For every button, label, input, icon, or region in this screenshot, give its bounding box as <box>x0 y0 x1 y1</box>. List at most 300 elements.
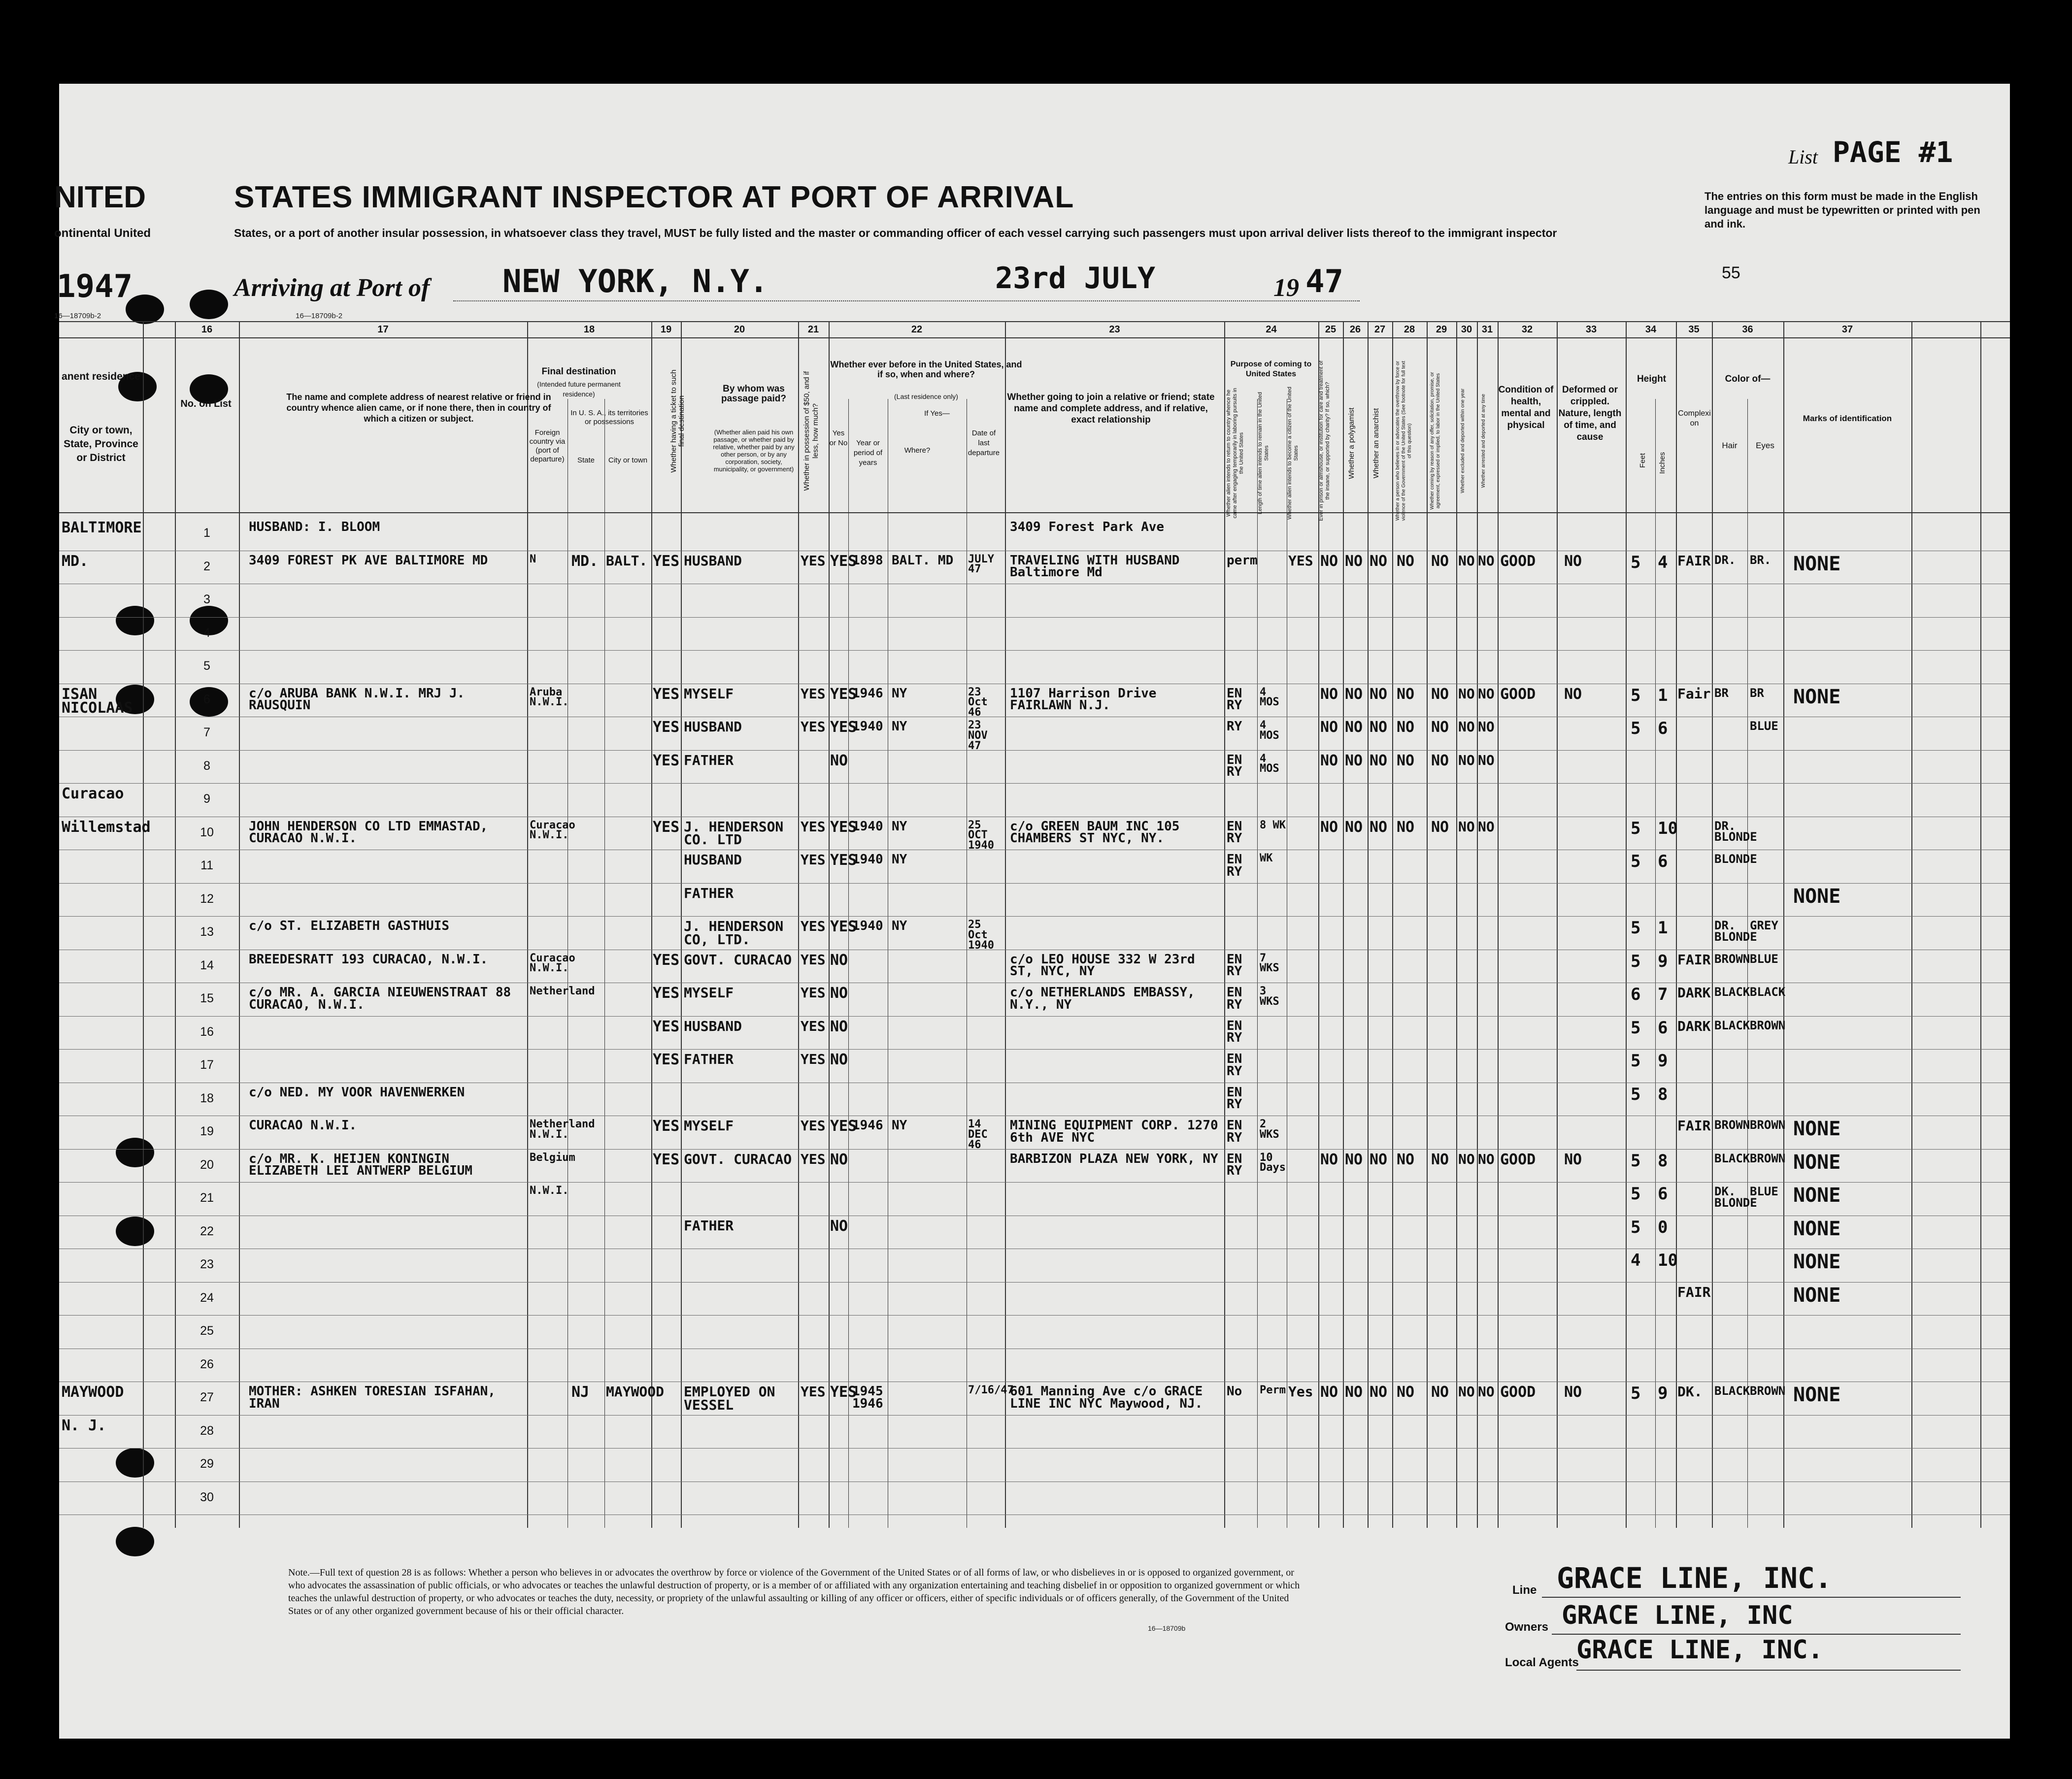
cell-c37: NONE <box>1793 1217 1841 1240</box>
cell-c19: YES <box>653 752 680 769</box>
cell-c23: c/o LEO HOUSE 332 W 23rd ST, NYC, NY <box>1010 952 1195 979</box>
cell-c18a: Netherland <box>530 985 595 997</box>
header-33: Deformed or crippled. Nature, length of time, and cause <box>1558 385 1622 442</box>
row-rule <box>59 916 2010 917</box>
row-number: 22 <box>200 1224 214 1238</box>
cell-hair: BLACK <box>1714 1151 1750 1165</box>
cell-ft: 5 <box>1631 1084 1641 1104</box>
cell-c25: NO <box>1320 752 1338 769</box>
cell-c24: EN RY <box>1227 852 1242 879</box>
header-36: Color of— <box>1725 374 1771 384</box>
cell-c24: EN RY <box>1227 686 1242 713</box>
cell-c35: DK. <box>1677 1384 1703 1400</box>
header-22-sub: (Last residence only) <box>894 393 958 400</box>
left-subtitle-fragment: ontinental United <box>54 227 151 240</box>
cell-eyes: BLUE <box>1750 1185 1778 1198</box>
header-18-sub: (Intended future permanent residence) <box>537 380 621 398</box>
cell-c19: YES <box>653 985 680 1002</box>
cell-c24: EN RY <box>1227 819 1242 846</box>
cell-c20: MYSELF <box>684 1118 734 1134</box>
cell-ft: 5 <box>1631 1217 1641 1237</box>
cell-c24c: Yes <box>1288 1384 1313 1400</box>
cell-c20: J. HENDERSON CO. LTD <box>684 818 784 848</box>
column-rule <box>1498 321 1499 1528</box>
row-number: 16 <box>200 1024 214 1039</box>
column-rule <box>1005 321 1006 1528</box>
cell-c20: EMPLOYED ON VESSEL <box>684 1384 775 1413</box>
row-rule <box>59 1415 2010 1416</box>
cell-c32: GOOD <box>1500 552 1536 570</box>
cell-c24c: YES <box>1288 552 1313 569</box>
column-rule <box>1392 321 1393 1528</box>
column-rule <box>1224 321 1225 1528</box>
column-number-17: 17 <box>377 324 389 335</box>
header-34b: Inches <box>1658 452 1667 474</box>
cell-eyes: BROWN <box>1750 1118 1786 1132</box>
header-18b-state: State <box>577 456 595 464</box>
cell-c26: NO <box>1345 552 1363 570</box>
cell-c21: YES <box>801 985 826 1001</box>
cell-c17: c/o MR. A. GARCIA NIEUWENSTRAAT 88 CURACAO, N.W.I. <box>249 985 511 1012</box>
header-18b-city: City or town <box>608 456 648 464</box>
cell-c22date: 25 OCT 1940 <box>968 819 994 852</box>
cell-c20: MYSELF <box>684 685 734 702</box>
header-24a: Whether alien intends to return to country whence he came after engaging temporarily in laboring pursuits in the United States <box>1226 388 1244 519</box>
column-rule <box>1655 399 1656 1528</box>
cell-c20: HUSBAND <box>684 552 742 569</box>
cell-c17: c/o NED. MY VOOR HAVENWERKEN <box>249 1085 465 1100</box>
header-36a: Hair <box>1722 441 1738 450</box>
punch-hole <box>116 606 154 635</box>
header-26: Whether a polygamist <box>1347 407 1356 479</box>
row-number: 5 <box>203 659 210 673</box>
cell-c17: BREEDESRATT 193 CURACAO, N.W.I. <box>249 952 488 967</box>
cell-hair: BLACK <box>1714 985 1750 999</box>
cell-c22yr: 1945 1946 <box>852 1384 883 1411</box>
cell-c18a: Netherland N.W.I. <box>530 1118 595 1141</box>
cell-c22date: 23 Oct 46 <box>968 686 988 719</box>
cell-eyes: BLUE <box>1750 952 1778 966</box>
cell-c20: HUSBAND <box>684 719 742 735</box>
cell-ft: 5 <box>1631 918 1641 938</box>
row-number: 23 <box>200 1257 214 1271</box>
line-label: Line <box>1512 1583 1537 1597</box>
cell-c18a: N <box>530 553 536 565</box>
agents-value: GRACE LINE, INC. <box>1576 1635 1823 1665</box>
cell-ft: 6 <box>1631 985 1641 1004</box>
column-number-18: 18 <box>583 324 595 335</box>
cell-c22a: YES <box>830 1118 857 1135</box>
header-20-sub: (Whether alien paid his own passage, or whether paid by relative, whether paid by any other person, or by any corporation, society, municipality, or government) <box>713 428 795 473</box>
cell-c27: NO <box>1370 719 1388 736</box>
cell-ft: 5 <box>1631 1384 1641 1403</box>
row-rule <box>59 1016 2010 1017</box>
cell-in: 8 <box>1658 1151 1668 1171</box>
row-number: 6 <box>203 692 210 706</box>
cell-c28: NO <box>1397 1384 1415 1401</box>
cell-c22a: NO <box>830 985 848 1002</box>
cell-c24b: WK <box>1260 852 1273 864</box>
page-subheading: States, or a port of another insular possession, in whatsoever class they travel, MUST be fully listed and the master or commanding officer of each vessel carrying such passengers must upon arrival deliver lists thereof to the immigrant inspector <box>234 227 1557 239</box>
cell-in: 6 <box>1658 719 1668 738</box>
header-36b: Eyes <box>1756 441 1774 450</box>
header-37: Marks of identification <box>1803 414 1892 423</box>
cell-c17: MOTHER: ASHKEN TORESIAN ISFAHAN, IRAN <box>249 1384 496 1411</box>
arrival-rule <box>453 300 1360 301</box>
cell-res: Curacao <box>62 785 124 802</box>
column-number-19: 19 <box>660 324 672 335</box>
left-year: 1947 <box>57 268 133 305</box>
cell-c21: YES <box>801 685 826 702</box>
header-30: Whether excluded and deported within one year <box>1460 388 1466 494</box>
column-rule <box>1427 321 1428 1528</box>
column-rule <box>175 321 176 1528</box>
cell-c23: TRAVELING WITH HUSBAND Baltimore Md <box>1010 553 1180 580</box>
cell-c31: NO <box>1478 552 1495 569</box>
row-rule <box>59 1448 2010 1449</box>
form-code-left: 16—18709b-2 <box>54 312 101 320</box>
reference-number: 55 <box>1722 264 1740 282</box>
cell-in: 10 <box>1658 818 1678 838</box>
cell-c21: YES <box>801 951 826 968</box>
cell-in: 9 <box>1658 951 1668 971</box>
cell-ft: 5 <box>1631 852 1641 871</box>
cell-c24: EN RY <box>1227 1018 1242 1046</box>
header-29: Whether coming by reason of any offer, solicitation, promise, or agreement, expressed or implied, to labor in the United States <box>1430 372 1441 510</box>
cell-c21: YES <box>801 918 826 934</box>
cell-c22a: NO <box>830 1051 848 1068</box>
row-number: 26 <box>200 1357 214 1371</box>
cell-in: 0 <box>1658 1217 1668 1237</box>
header-27: Whether an anarchist <box>1372 408 1380 479</box>
cell-c22date: 7/16/47 <box>968 1384 1014 1396</box>
cell-c31: NO <box>1478 685 1495 702</box>
row-rule <box>59 650 2010 651</box>
cell-c22yr: 1940 <box>852 852 883 867</box>
cell-c28: NO <box>1397 818 1415 836</box>
header-24: Purpose of coming to United States <box>1230 360 1312 378</box>
cell-c22a: YES <box>830 552 857 570</box>
header-18a: Foreign country via (port of departure) <box>529 428 566 463</box>
header-24b: Length of time alien intends to remain in the United States <box>1257 392 1270 515</box>
column-number-23: 23 <box>1109 324 1120 335</box>
row-number: 11 <box>201 858 213 872</box>
column-rule <box>1911 321 1912 1528</box>
cell-c20: GOVT. CURACAO <box>684 951 792 968</box>
column-number-28: 28 <box>1404 324 1415 335</box>
cell-c19: YES <box>653 1151 680 1168</box>
row-number: 27 <box>200 1390 214 1404</box>
cell-c22date: JULY 47 <box>968 553 994 576</box>
cell-c24b: 4 MOS <box>1260 752 1279 775</box>
cell-in: 10 <box>1658 1251 1678 1270</box>
column-rule <box>1783 321 1784 1528</box>
column-number-20: 20 <box>734 324 745 335</box>
header-35: Complexion <box>1678 409 1711 428</box>
cell-c31: NO <box>1478 752 1495 768</box>
column-rule <box>1557 321 1558 1528</box>
cell-eyes: BR. <box>1750 553 1771 567</box>
cell-c37: NONE <box>1793 1384 1841 1406</box>
cell-c26: NO <box>1345 1384 1363 1401</box>
cell-c37: NONE <box>1793 685 1841 708</box>
column-number-27: 27 <box>1374 324 1386 335</box>
cell-c26: NO <box>1345 818 1363 836</box>
column-number-29: 29 <box>1436 324 1447 335</box>
cell-c35: DARK <box>1677 1018 1711 1034</box>
punch-hole <box>116 1217 154 1246</box>
cell-c35: FAIR <box>1677 951 1711 968</box>
cell-eyes: BLUE <box>1750 719 1778 733</box>
row-number: 21 <box>200 1191 214 1205</box>
cell-in: 4 <box>1658 552 1668 572</box>
cell-c25: NO <box>1320 1384 1338 1401</box>
cell-hair: BROWN <box>1714 1118 1750 1132</box>
cell-hair: DR. <box>1714 553 1736 567</box>
cell-c24: EN RY <box>1227 1151 1242 1179</box>
cell-c29: NO <box>1431 818 1449 836</box>
column-rule <box>1456 321 1457 1528</box>
column-rule <box>1626 321 1627 1528</box>
row-rule <box>59 883 2010 884</box>
cell-hair: DK. BLONDE <box>1714 1185 1757 1210</box>
cell-c21: YES <box>801 1118 826 1134</box>
row-number: 9 <box>203 792 210 806</box>
cell-eyes: GREY <box>1750 919 1778 932</box>
cell-in: 1 <box>1658 685 1668 705</box>
cell-c37: NONE <box>1793 1251 1841 1273</box>
cell-c22where: NY <box>892 719 907 734</box>
cell-c22a: YES <box>830 852 857 869</box>
cell-c17: JOHN HENDERSON CO LTD EMMASTAD, CURACAO N.W.I. <box>249 819 488 846</box>
cell-c27: NO <box>1370 1384 1388 1401</box>
cell-c22a: NO <box>830 1018 848 1035</box>
cell-c25: NO <box>1320 685 1338 703</box>
manifest-sheet <box>54 84 2010 1739</box>
cell-c22where: NY <box>892 686 907 701</box>
cell-in: 1 <box>1658 918 1668 938</box>
cell-c35: Fair <box>1677 685 1711 702</box>
cell-c22a: YES <box>830 719 857 736</box>
column-rule <box>829 321 830 1528</box>
column-number-25: 25 <box>1325 324 1337 335</box>
header-34a: Feet <box>1638 453 1647 468</box>
left-title-fragment: NITED <box>54 180 146 214</box>
cell-c31: NO <box>1478 719 1495 735</box>
header-25: Ever in prison or almshouse, or institution for care and treatment of the insane, or supported by charity? If so, which? <box>1318 361 1331 521</box>
cell-c26: NO <box>1345 685 1363 703</box>
row-number: 7 <box>203 725 210 739</box>
cell-c18a: N.W.I. <box>530 1185 569 1197</box>
cell-c17: c/o MR. K. HEIJEN KONINGIN ELIZABETH LEI ANTWERP BELGIUM <box>249 1151 472 1179</box>
cell-c30: NO <box>1458 1384 1475 1400</box>
cell-c24: EN RY <box>1227 952 1242 979</box>
cell-c30: NO <box>1458 552 1475 569</box>
cell-c17: 3409 FOREST PK AVE BALTIMORE MD <box>249 553 488 568</box>
cell-hair: BLACK <box>1714 1384 1750 1398</box>
header-22b: If Yes— <box>924 409 950 418</box>
cell-c35: FAIR <box>1677 1284 1711 1300</box>
cell-c28: NO <box>1397 1151 1415 1168</box>
cell-c21: YES <box>801 852 826 868</box>
cell-c18a: Belgium <box>530 1151 575 1164</box>
cell-c22a: YES <box>830 918 857 935</box>
column-number-22: 22 <box>911 324 923 335</box>
cell-c21: YES <box>801 1051 826 1067</box>
header-22b-date: Date of last departure <box>968 429 1000 457</box>
cell-c22a: YES <box>830 1384 857 1401</box>
row-number: 30 <box>200 1490 214 1504</box>
cell-c37: NONE <box>1793 1118 1841 1140</box>
cell-c22a: NO <box>830 951 848 969</box>
cell-c27: NO <box>1370 818 1388 836</box>
cell-hair: DR. BLONDE <box>1714 919 1757 944</box>
column-rule <box>239 321 240 1528</box>
column-number-26: 26 <box>1349 324 1361 335</box>
cell-c29: NO <box>1431 1151 1449 1168</box>
header-21: Whether in possession of $50, and if less, how much? <box>802 371 820 491</box>
row-rule <box>59 1182 2010 1183</box>
cell-c26: NO <box>1345 752 1363 769</box>
header-23: Whether going to join a relative or friend; state name and complete address, and if relative, exact relationship <box>1007 392 1215 425</box>
row-number: 20 <box>200 1157 214 1172</box>
cell-c25: NO <box>1320 818 1338 836</box>
cell-c18a: Curacao N.W.I. <box>530 819 575 842</box>
header-34: Height <box>1637 374 1667 384</box>
instruction-note: The entries on this form must be made in the English language and must be typewritten or printed with pen and ink. <box>1704 190 1980 230</box>
cell-c24b: 4 MOS <box>1260 686 1279 709</box>
cell-c24b: 4 MOS <box>1260 719 1279 742</box>
cell-c24b: 3 WKS <box>1260 985 1279 1008</box>
cell-c19: YES <box>653 1018 680 1035</box>
row-rule <box>59 1282 2010 1283</box>
cell-c22yr: 1940 <box>852 719 883 734</box>
column-rule <box>1980 321 1981 1528</box>
column-rule <box>143 321 144 1528</box>
header-16: No. on List <box>180 398 232 409</box>
row-number: 19 <box>200 1124 214 1138</box>
cell-c35: FAIR <box>1677 1118 1711 1134</box>
cell-c19: YES <box>653 1118 680 1135</box>
cell-eyes: BR <box>1750 686 1764 700</box>
cell-in: 6 <box>1658 1184 1668 1204</box>
cell-in: 6 <box>1658 1018 1668 1038</box>
cell-c24: RY <box>1227 719 1242 734</box>
line-rule <box>1542 1597 1961 1598</box>
cell-c25: NO <box>1320 719 1338 736</box>
cell-c22date: 14 DEC 46 <box>968 1118 988 1151</box>
cell-c20: FATHER <box>684 1217 734 1234</box>
cell-in: 9 <box>1658 1051 1668 1071</box>
cell-c21: YES <box>801 1151 826 1167</box>
cell-c18st: MD. <box>571 552 599 570</box>
cell-c29: NO <box>1431 752 1449 769</box>
column-rule <box>1477 321 1478 1528</box>
cell-c22yr: 1946 <box>852 686 883 701</box>
cell-c37: NONE <box>1793 552 1841 575</box>
cell-c22yr: 1946 <box>852 1118 883 1133</box>
owners-value: GRACE LINE, INC <box>1562 1601 1793 1630</box>
agents-rule <box>1576 1670 1961 1671</box>
cell-c22a: NO <box>830 752 848 769</box>
cell-c19: YES <box>653 719 680 736</box>
header-32: Condition of health, mental and physical <box>1498 385 1554 430</box>
cell-eyes: BROWN <box>1750 1018 1786 1032</box>
cell-c23: 601 Manning Ave c/o GRACE LINE INC NYC Maywood, NJ. <box>1010 1384 1203 1411</box>
row-number: 25 <box>200 1324 214 1338</box>
cell-c21: YES <box>801 1384 826 1400</box>
header-left-residence-sub: City or town, State, Province or District <box>64 425 138 463</box>
row-number: 24 <box>200 1290 214 1305</box>
cell-ft: 4 <box>1631 1251 1641 1270</box>
cell-c17: c/o ARUBA BANK N.W.I. MRJ J. RAUSQUIN <box>249 686 465 713</box>
cell-c22where: NY <box>892 852 907 867</box>
row-number: 3 <box>203 593 210 606</box>
cell-c33: NO <box>1564 1384 1582 1401</box>
owners-label: Owners <box>1505 1620 1549 1634</box>
header-18b: In U. S. A., its territories or possessions <box>570 409 648 426</box>
cell-res: MD. <box>62 552 89 570</box>
cell-c24b: 2 WKS <box>1260 1118 1279 1141</box>
cell-c31: NO <box>1478 1151 1495 1167</box>
row-number: 4 <box>203 626 210 640</box>
cell-c18city: MAYWOOD <box>606 1384 665 1400</box>
row-number: 1 <box>203 526 210 540</box>
cell-c24b: 10 Days <box>1260 1151 1286 1174</box>
cell-c20: HUSBAND <box>684 1018 742 1034</box>
cell-hair: DR. BLONDE <box>1714 819 1757 844</box>
cell-c20: MYSELF <box>684 985 734 1001</box>
cell-c35: FAIR <box>1677 552 1711 569</box>
column-rule <box>527 321 528 1528</box>
cell-c37: NONE <box>1793 1184 1841 1207</box>
header-17: The name and complete address of nearest relative or friend in country whence alien came, or if none there, then in country of which a citizen or subject. <box>286 392 551 424</box>
row-rule <box>59 1049 2010 1050</box>
cell-c22where: NY <box>892 1118 907 1133</box>
form-code: 16—18709b-2 <box>296 312 343 320</box>
cell-c37: NONE <box>1793 1151 1841 1174</box>
cell-in: 7 <box>1658 985 1668 1004</box>
cell-c27: NO <box>1370 685 1388 703</box>
cell-c19: YES <box>653 951 680 969</box>
header-24c: Whether alien intends to become a citizen of the United States <box>1287 387 1299 520</box>
cell-res: BALTIMORE <box>62 519 142 536</box>
row-number: 17 <box>200 1058 214 1072</box>
column-number-35: 35 <box>1688 324 1700 335</box>
cell-c24: EN RY <box>1227 1118 1242 1145</box>
cell-ft: 5 <box>1631 951 1641 971</box>
cell-c37: NONE <box>1793 885 1841 908</box>
cell-c22date: 23 NOV 47 <box>968 719 988 752</box>
cell-c30: NO <box>1458 719 1475 735</box>
cell-c24: EN RY <box>1227 1052 1242 1079</box>
punch-hole <box>190 290 228 319</box>
cell-in: 9 <box>1658 1384 1668 1403</box>
cell-c26: NO <box>1345 1151 1363 1168</box>
column-rule <box>681 321 682 1528</box>
row-rule <box>59 783 2010 784</box>
cell-c31: NO <box>1478 1384 1495 1400</box>
footer-form-code: 16—18709b <box>1148 1624 1186 1632</box>
cell-c31: NO <box>1478 818 1495 835</box>
cell-c27: NO <box>1370 552 1388 570</box>
agents-label: Local Agents <box>1505 1656 1579 1669</box>
cell-c35: DARK <box>1677 985 1711 1001</box>
cell-hair: BLACK <box>1714 1018 1750 1032</box>
cell-c30: NO <box>1458 1151 1475 1167</box>
cell-c17: CURACAO N.W.I. <box>249 1118 357 1133</box>
cell-c24b: 8 WK <box>1260 819 1286 831</box>
